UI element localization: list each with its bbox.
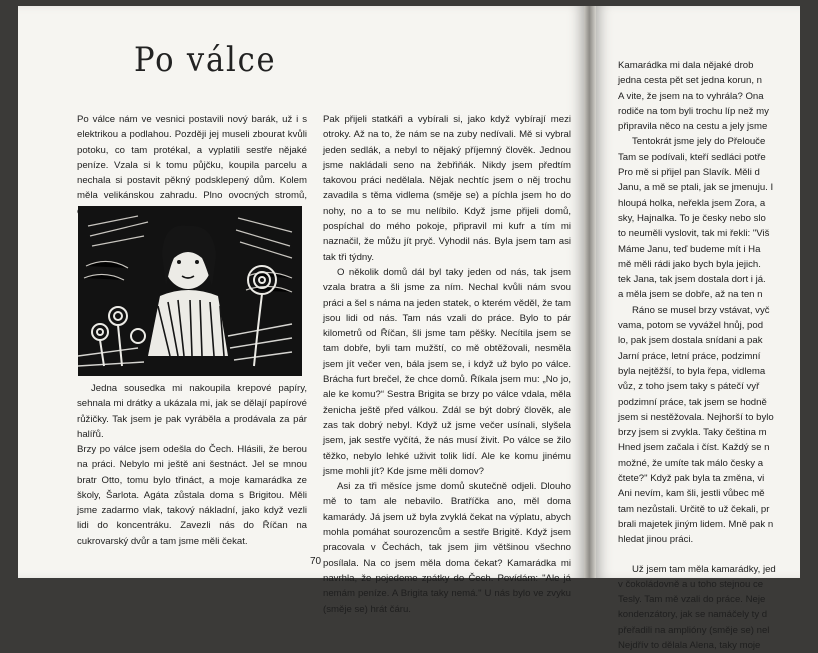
text-line: mě měli rádi jako bych byla jejich. [618,258,761,270]
text-line: A vite, že jsem na to vyhrála? Ona [618,90,764,102]
text-line: jedna cesta pět set jedna korun, n [618,75,763,87]
column-right [323,112,571,617]
text-line: Hned jsem začala i číst. Každý se n [618,442,770,454]
text-line: to neuměli vyslovit, tak mi řekli: "Viš [618,228,770,240]
text-line: byla nejtěžší, to byla řepa, vidlema [618,365,766,377]
text-line: Janu, a mě se ptali, jak se jmenuju. I [618,182,774,194]
text-line: Pro mě si přijel pan Slavík. Měli d [618,167,760,179]
paragraph: Asi za tři měsíce jsme domů skutečně odjeli. Dlouho mě to tam ale nebavilo. Bratříčka ano, měl doma kamarády. Já jsem už byla zvyklá čekat na výplatu, abych mohla pomáhat sourozencům a sestře Brigitě. Když jsem pracovala v Čechách, tak jsem jim většinou všechno posílala. Na co jsem měla doma čekat? Kamarádka mi navrhla, že pojedeme zpátky do Čech. Povídám: "Ale já nemám peníze. A Brigita taky nemá." U nás bylo ve zvyku (směje se) hrát čáru. [323,481,571,615]
chapter-title: Po válce [134,40,277,80]
left-page [18,6,584,615]
text-line: vama, potom se vyvážel hnůj, pod [618,320,764,332]
text-line: Tentokrát jsme jely do Přelouče [632,136,766,148]
paragraph: Po válce nám ve vesnici postavili nový barák, už i s elektrikou a podlahou. Později jej museli zbourat kvůli potoku, co tam protékal, a vyplatili sestře nějaké peníze. Vzala si k tomu půjčku, koupila parcelu a nechala si postavit pěkný podsklepený dům. Kolem měla velikánskou zahradu. Plno ovocných stromů, [77,114,307,202]
text-line: a měla jsem se dobře, až na ten n [618,289,763,301]
paragraph: Brzy po válce jsem odešla do Čech. Hlásili, že berou na práci. Nebylo mi ještě ani šestnáct. Jel se mnou bratr Otto, tomu bylo třináct, a moje kamarádka ze školy, Šarlota. Agáta zůstala doma s Brigitou. Měli jsme zadarmo vlak, takový nákladní, jako když vezli lidi do koncentráku. Zavezli nás do Říčan na cukrovarský dvůr a tam jsme měli čekat. [77,444,307,547]
text-line: čtete?" Když pak byla ta změna, vi [618,473,765,485]
text-line: Kamarádka mi dala nějaké drob [618,60,754,71]
text-line: možné, že umíte tak málo česky a [618,457,764,469]
text-line: lo, pak jsem dostala snídani a pak [618,335,763,347]
right-page [596,6,800,651]
column-left-bottom [77,442,307,549]
text-line: v čokoládovně a u toho stejnou ce [618,578,764,590]
paragraph: Jedna sousedka mi nakoupila krepové papíry, sehnala mi drátky a ukázala mi, jak se dělají papírové růžičky. Tak jsem je pak vyráběla a prodávala za pár halířů. [77,383,307,440]
paragraph: Pak přijeli statkáři a vybírali si, jako když vybírají mezi otroky. Až na to, že nám se na zuby nedívali. Mě si vybral jeden sedlák, a nebyl to nějaký příjemný člověk. Jednou jsme nakládali seno na žebřiňák. Nikdy jsem předtím takovou práci nedělala. Nějak nechtíc jsem o něj trochu zavadila s těma vidlema (směje se) a píchla jsem ho do nohy, no a to se mu nelíbilo. Když jsme přijeli domů, pospíchal do mého pokoje, připravil mi kufr a tím mi naznačil, že můžu jít pryč. Vyhodil nás. Byla jsem tam asi tak tři týdny. [323,114,571,263]
page-number: 70 [310,556,322,567]
text-line: přeřadili na amplióny (směje se) nel [618,624,770,636]
book-gutter [584,6,596,578]
text-line: rodiče na tom byli trochu líp než my [618,105,769,117]
text-line: brzy jsem si zvykla. Taky čeština m [618,427,767,439]
text-line: tek Jana, tak jsem dostala dort i já. [618,274,766,286]
woodcut-girl-image [78,206,302,376]
text-line: Tesly. Tam mě vzali do práce. Neje [618,594,766,606]
text-line: jsem si nestěžovala. Nejhorší to bylo [618,411,774,423]
text-line: brali majetek jiným lidem. Mně pak n [618,518,774,530]
text-line: kondenzátory, jak se namáčely ty d [618,609,768,621]
text-line: Jarní práce, letní práce, podzimní [618,350,761,362]
text-line: připravila něco na cestu a jely jsme [618,121,768,133]
column-left-top [77,112,307,219]
text-line: vůz, z toho jsem taky s pátečí vyř [618,381,760,393]
text-line: podzimní práce, tak jsem se hodně [618,396,767,408]
text-line: hledat jinou práci. [618,534,694,546]
text-line: Máme Janu, teď budeme mít i Ha [618,243,761,255]
right-page-text [618,58,818,653]
text-line: tam nezůstali. Určitě to už čekali, pr [618,503,770,515]
text-line: Tam se podívali, kteří sedláci potře [618,151,766,163]
text-line: Už jsem tam měla kamarádky, jed [632,563,776,575]
paragraph: O několik domů dál byl taky jeden od nás, tak jsem vzala bratra a šli jsme za ním. Nechal kvůli nám svou práci a šel s náma na jeden statek, o kterém věděl, že tam jsou lidi od nás. Tam nás vzali do práce. Bylo to pár kilometrů od Říčan, šli jsme tam pěšky. Necítila jsem se tam dobře, byli tam mužští, co mě obtěžovali, nesměla jsem jít večer ven, bála jsem se, i když už bylo po válce. Brácha furt brečel, že chce domů. Říkala jsem mu: „No jo, ale ke komu?“ Sestra Brigita se brzy po válce vdala, měla ženicha ještě před válkou. Zdál se být dobrý člověk, ale zas tak dobrý nebyl. Když už jsme večer usínali, slyšela jsem, jak sestře vyčítá, že nás musí živit. Po válce se žilo těžko, nebylo lehké uživit tolik lidí. Ale ke komu jinému jsme mohli jít? Kde jsme měli domov? [323,266,571,477]
text-line: hloupá holka, neřekla jsem Zora, a [618,197,766,209]
text-line: Nejdřív to dělala Alena, taky moje [618,639,761,651]
column-left-middle [77,381,307,442]
text-line: Ani nevím, kam šli, jestli vůbec mě [618,488,765,500]
text-line: sky, Hajnalka. To je česky nebo slo [618,212,766,224]
woodcut-illustration [78,206,302,376]
text-line: Ráno se musel brzy vstávat, vyč [632,304,770,316]
